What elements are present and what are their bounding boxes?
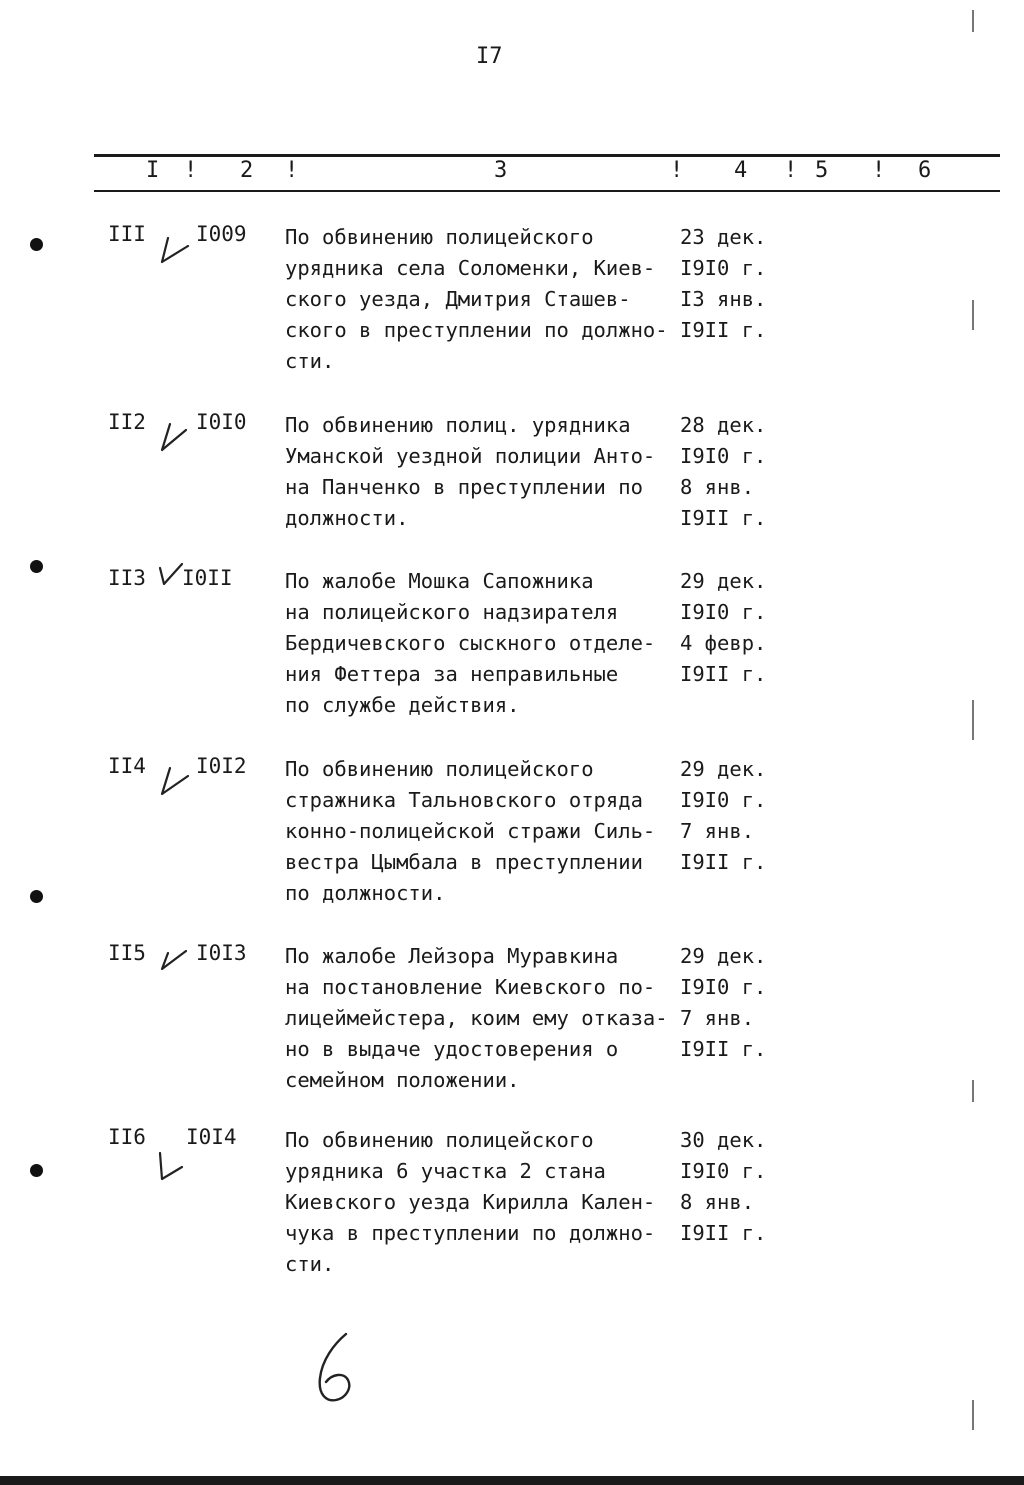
col-separator: ! xyxy=(285,158,299,183)
description-line: стражника Тальновского отряда xyxy=(285,788,643,812)
col-separator: ! xyxy=(184,158,198,183)
start-year: I9I0 г. xyxy=(680,444,767,468)
record-dates xyxy=(680,410,780,534)
end-year: I9II г. xyxy=(680,318,767,342)
case-number: I0I2 xyxy=(196,754,247,778)
description-line: сти. xyxy=(285,349,335,373)
description-line: По обвинению полицейского xyxy=(285,757,594,781)
description-line: ского уезда, Дмитрия Сташев- xyxy=(285,287,631,311)
record-number: II2 xyxy=(108,410,146,434)
start-date: 30 дек. xyxy=(680,1128,767,1152)
record-dates xyxy=(680,941,780,1065)
end-date: 7 янв. xyxy=(680,1006,755,1030)
header-bottom-rule xyxy=(94,190,1000,192)
record-description xyxy=(285,410,685,534)
description-line: лицеймейстера, коим ему отказа- xyxy=(285,1006,668,1030)
description-line: По обвинению полиц. урядника xyxy=(285,413,631,437)
end-year: I9II г. xyxy=(680,1037,767,1061)
end-date: I3 янв. xyxy=(680,287,767,311)
end-year: I9II г. xyxy=(680,850,767,874)
start-year: I9I0 г. xyxy=(680,788,767,812)
description-line: на Панченко в преступлении по xyxy=(285,475,643,499)
end-year: I9II г. xyxy=(680,506,767,530)
record-dates xyxy=(680,222,780,346)
end-year: I9II г. xyxy=(680,1221,767,1245)
record-description xyxy=(285,222,685,377)
end-date: 8 янв. xyxy=(680,1190,755,1214)
end-year: I9II г. xyxy=(680,662,767,686)
case-number: I0II xyxy=(182,566,233,590)
description-line: По жалобе Мошка Сапожника xyxy=(285,569,594,593)
description-line: Бердичевского сыскного отделе- xyxy=(285,631,656,655)
description-line: на полицейского надзирателя xyxy=(285,600,619,624)
scan-mark xyxy=(972,700,974,740)
col-2-header: 2 xyxy=(240,158,254,183)
description-line: на постановление Киевского по- xyxy=(285,975,656,999)
checkmark-icon xyxy=(158,760,190,800)
record-number: II5 xyxy=(108,941,146,965)
description-line: семейном положении. xyxy=(285,1068,520,1092)
scan-mark xyxy=(972,1080,974,1102)
col-separator: ! xyxy=(784,158,798,183)
start-year: I9I0 г. xyxy=(680,600,767,624)
case-number: I0I4 xyxy=(186,1125,237,1149)
case-number: I009 xyxy=(196,222,247,246)
checkmark-icon xyxy=(154,1149,186,1189)
start-date: 29 дек. xyxy=(680,944,767,968)
description-line: должности. xyxy=(285,506,409,530)
record-number: II3 xyxy=(108,566,146,590)
handwritten-six-mark xyxy=(312,1330,362,1406)
record-dates xyxy=(680,566,780,690)
col-separator: ! xyxy=(670,158,684,183)
record-dates xyxy=(680,1125,780,1249)
checkmark-icon xyxy=(158,939,190,979)
description-line: конно-полицейской стражи Силь- xyxy=(285,819,656,843)
header-top-rule xyxy=(94,154,1000,157)
record-description xyxy=(285,941,685,1096)
start-date: 28 дек. xyxy=(680,413,767,437)
punch-hole xyxy=(30,1164,43,1177)
description-line: По обвинению полицейского xyxy=(285,1128,594,1152)
col-6-header: 6 xyxy=(918,158,932,183)
record-number: II6 xyxy=(108,1125,146,1149)
scan-mark xyxy=(972,1400,974,1430)
record-description xyxy=(285,1125,685,1280)
scan-edge xyxy=(0,1476,1024,1485)
col-3-header: 3 xyxy=(494,158,508,183)
start-year: I9I0 г. xyxy=(680,975,767,999)
record-number: II4 xyxy=(108,754,146,778)
description-line: но в выдаче удостоверения о xyxy=(285,1037,619,1061)
record-description xyxy=(285,566,685,721)
end-date: 7 янв. xyxy=(680,819,755,843)
description-line: вестра Цымбала в преступлении xyxy=(285,850,643,874)
case-number: I0I3 xyxy=(196,941,247,965)
scan-mark xyxy=(972,300,974,330)
description-line: по должности. xyxy=(285,881,446,905)
start-date: 29 дек. xyxy=(680,569,767,593)
col-4-header: 4 xyxy=(734,158,748,183)
description-line: Уманской уездной полиции Анто- xyxy=(285,444,656,468)
start-date: 23 дек. xyxy=(680,225,767,249)
record-dates xyxy=(680,754,780,878)
record-description xyxy=(285,754,685,909)
punch-hole xyxy=(30,238,43,251)
col-separator: ! xyxy=(872,158,886,183)
start-year: I9I0 г. xyxy=(680,256,767,280)
description-line: сти. xyxy=(285,1252,335,1276)
description-line: ния Феттера за неправильные xyxy=(285,662,619,686)
scan-mark xyxy=(972,10,974,32)
description-line: урядника 6 участка 2 стана xyxy=(285,1159,606,1183)
record-number: III xyxy=(108,222,146,246)
description-line: по службе действия. xyxy=(285,693,520,717)
description-line: чука в преступлении по должно- xyxy=(285,1221,656,1245)
description-line: По обвинению полицейского xyxy=(285,225,594,249)
punch-hole xyxy=(30,560,43,573)
checkmark-icon xyxy=(158,228,190,268)
end-date: 8 янв. xyxy=(680,475,755,499)
description-line: Киевского уезда Кирилла Кален- xyxy=(285,1190,656,1214)
punch-hole xyxy=(30,890,43,903)
description-line: По жалобе Лейзора Муравкина xyxy=(285,944,619,968)
end-date: 4 февр. xyxy=(680,631,767,655)
page-number: I7 xyxy=(476,44,503,69)
start-date: 29 дек. xyxy=(680,757,767,781)
start-year: I9I0 г. xyxy=(680,1159,767,1183)
description-line: урядника села Соломенки, Киев- xyxy=(285,256,656,280)
description-line: ского в преступлении по должно- xyxy=(285,318,668,342)
col-1-header: I xyxy=(146,158,160,183)
case-number: I0I0 xyxy=(196,410,247,434)
checkmark-icon xyxy=(158,416,190,456)
col-5-header: 5 xyxy=(815,158,829,183)
